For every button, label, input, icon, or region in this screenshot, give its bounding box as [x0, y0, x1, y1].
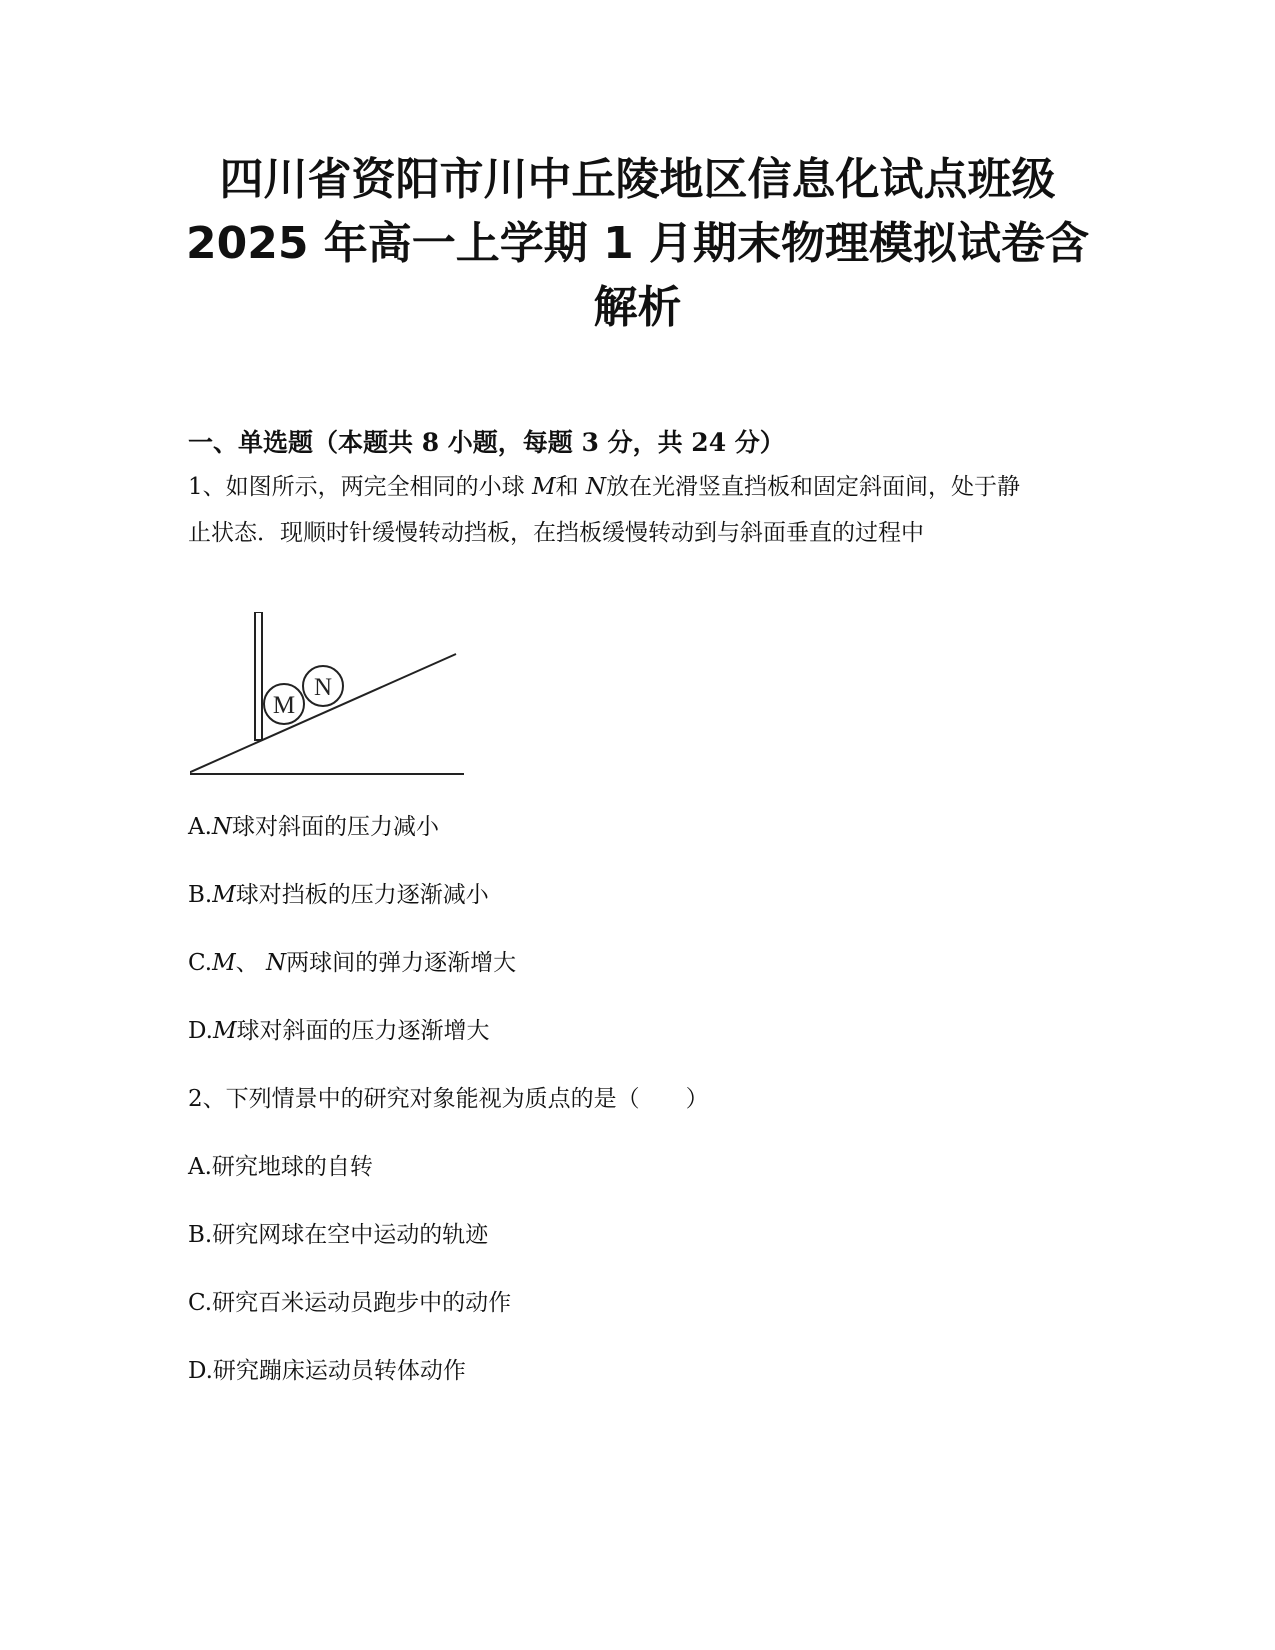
q1-option-c-var2: N	[265, 950, 287, 976]
q1-stem-line-2: 止状态．现顺时针缓慢转动挡板，在挡板缓慢转动到与斜面垂直的过程中	[188, 520, 924, 546]
q1-option-c-prefix: C.	[188, 950, 213, 976]
title-line-1: 四川省资阳市川中丘陵地区信息化试点班级	[219, 154, 1056, 205]
document-title	[150, 148, 1125, 340]
q1-stem-part-b: 和	[555, 474, 586, 500]
q1-option-c-var1: M	[212, 950, 236, 976]
q1-option-b-text: 球对挡板的压力逐渐减小	[235, 882, 489, 908]
q1-stem-part-c: 放在光滑竖直挡板和固定斜面间，处于静	[605, 474, 1020, 500]
q1-option-a-var: N	[211, 814, 233, 840]
ball-n-label: N	[313, 674, 333, 701]
q1-option-b	[188, 878, 489, 912]
title-line-3: 解析	[593, 282, 682, 333]
q1-option-c-sep: 、	[235, 950, 266, 976]
incline-figure	[190, 612, 470, 782]
title-line-2: 2025 年高一上学期 1 月期末物理模拟试卷含	[185, 218, 1090, 269]
q1-option-b-prefix: B.	[188, 882, 213, 908]
q1-stem-part-a: 1、如图所示，两完全相同的小球	[188, 474, 532, 500]
q1-option-d-prefix: D.	[188, 1018, 213, 1044]
q1-option-a	[188, 810, 439, 844]
q1-option-a-text: 球对斜面的压力减小	[232, 814, 440, 840]
q2-option-a: A.研究地球的自转	[188, 1154, 373, 1180]
q1-option-c-text: 两球间的弹力逐渐增大	[286, 950, 517, 976]
section-heading: 一、单选题（本题共 8 小题，每题 3 分，共 24 分）	[188, 428, 785, 457]
q1-option-d	[188, 1014, 490, 1048]
q1-stem-line-1	[188, 470, 1020, 504]
q2-option-c: C.研究百米运动员跑步中的动作	[188, 1290, 512, 1316]
baffle	[255, 612, 262, 740]
q1-option-c	[188, 946, 516, 980]
q1-option-d-var: M	[212, 1018, 237, 1044]
q2-option-d: D.研究蹦床运动员转体动作	[188, 1358, 466, 1384]
ball-m-label: M	[272, 692, 296, 719]
q2-option-b: B.研究网球在空中运动的轨迹	[188, 1222, 489, 1248]
q1-option-a-prefix: A.	[188, 814, 212, 840]
q1-option-b-var: M	[212, 882, 236, 908]
q1-var-n: N	[585, 474, 606, 500]
q2-stem: 2、下列情景中的研究对象能视为质点的是（ ）	[188, 1086, 709, 1112]
q1-var-m: M	[531, 474, 556, 500]
q1-option-d-text: 球对斜面的压力逐渐增大	[236, 1018, 490, 1044]
